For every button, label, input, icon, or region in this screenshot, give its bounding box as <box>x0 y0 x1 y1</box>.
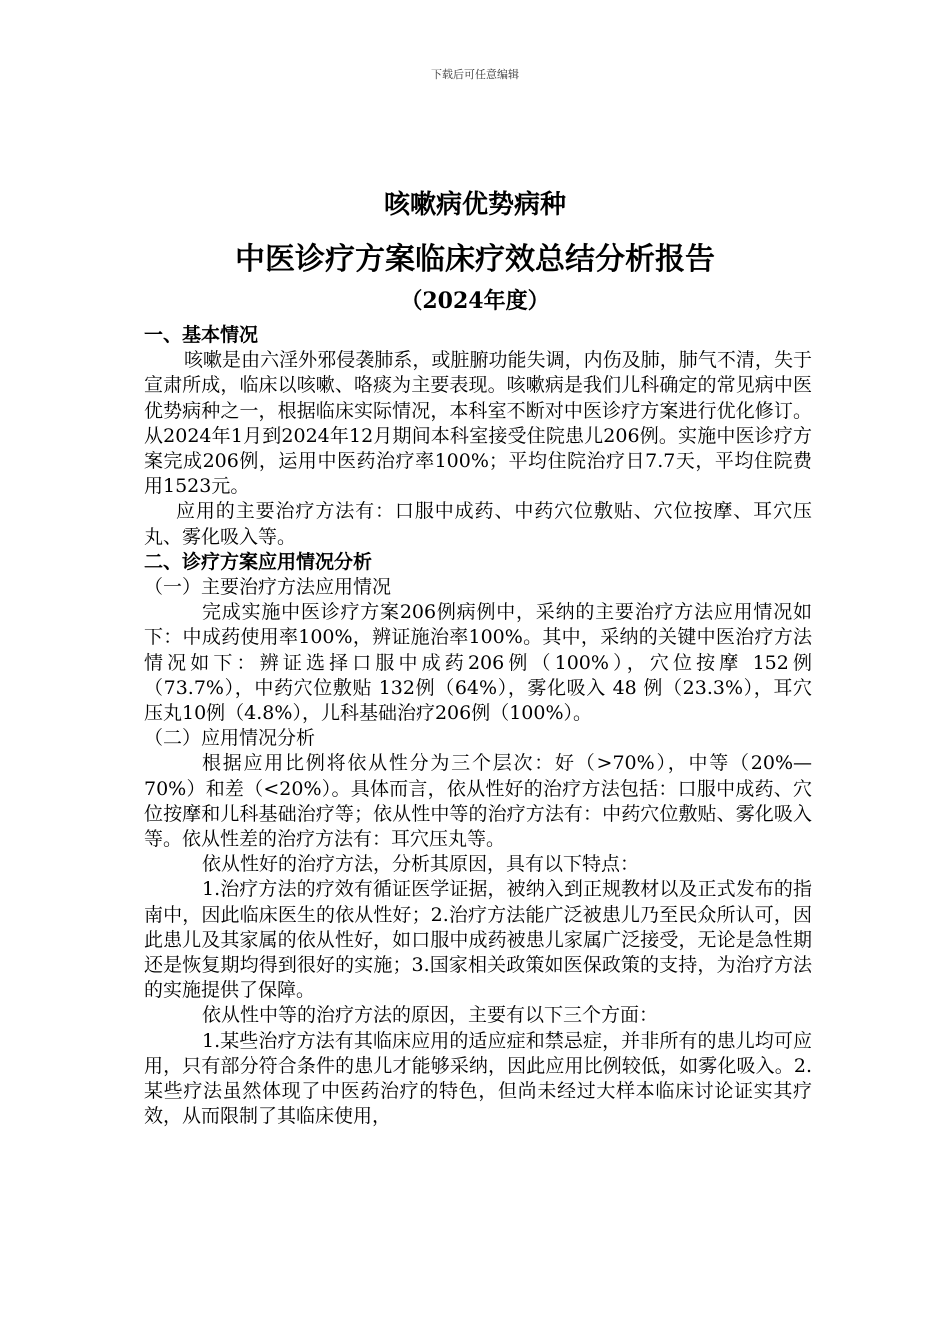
document-body <box>144 323 812 1130</box>
title-line-2: 中医诊疗方案临床疗效总结分析报告 <box>235 242 715 277</box>
section-2-paragraph-6: 1.某些治疗方法有其临床应用的适应症和禁忌症，并非所有的患儿均可应用，只有部分符合条件的患儿才能够采纳，因此应用比例较低，如雾化吸入。2. 某些疗法虽然体现了中医药治疗的特色，但尚未经过大样本临床讨论证实其疗效，从而限制了其临床使用， <box>144 1029 812 1128</box>
title-line-1: 咳嗽病优势病种 <box>383 190 566 220</box>
section-2-heading: 二、诊疗方案应用情况分析 <box>144 550 373 573</box>
section-2-subheading-1: （一）主要治疗方法应用情况 <box>144 576 392 599</box>
section-2-paragraph-1: 完成实施中医诊疗方案206例病例中，采纳的主要治疗方法应用情况如下：中成药使用率100%，辨证施治率100%。其中，采纳的关键中医治疗方法情况如下：辨证选择口服中成药206例（100%），穴位按摩 152例（73.7%），中药穴位敷贴 132例（64%），雾化吸入 48 例（23.3%），耳穴压丸10例（4.8%），儿科基础治疗206例（100%）。 <box>144 601 812 725</box>
section-2-paragraph-3: 依从性好的治疗方法，分析其原因，具有以下特点： <box>202 853 640 876</box>
section-2-paragraph-4: 1.治疗方法的疗效有循证医学证据，被纳入到正规教材以及正式发布的指南中，因此临床医生的依从性好；2.治疗方法能广泛被患儿乃至民众所认可，因此患儿及其家属的依从性好，如口服中成药被患儿家属广泛接受，无论是急性期还是恢复期均得到很好的实施；3.国家相关政策如医保政策的支持，为治疗方法的实施提供了保障。 <box>144 878 812 1002</box>
section-2-paragraph-5: 依从性中等的治疗方法的原因，主要有以下三个方面： <box>202 1004 659 1027</box>
section-1-paragraph-2: 应用的主要治疗方法有：口服中成药、中药穴位敷贴、穴位按摩、耳穴压丸、雾化吸入等。 <box>144 500 812 548</box>
title-year: （2024年度） <box>400 288 550 314</box>
section-1-paragraph-1: 咳嗽是由六淫外邪侵袭肺系，或脏腑功能失调，内伤及肺，肺气不清，失于宣肃所成，临床以咳嗽、咯痰为主要表现。咳嗽病是我们儿科确定的常见病中医优势病种之一，根据临床实际情况，本科室不断对中医诊疗方案进行优化修订。从2024年1月到2024年12月期间本科室接受住院患儿206例。实施中医诊疗方案完成206例，运用中医药治疗率100%；平均住院治疗日7.7天，平均住院费用1523元。 <box>144 349 812 498</box>
section-2-paragraph-2: 根据应用比例将依从性分为三个层次：好（>70%），中等（20%—70%）和差（<20%）。具体而言，依从性好的治疗方法包括：口服中成药、穴位按摩和儿科基础治疗等；依从性中等的治疗方法有：中药穴位敷贴、雾化吸入等。依从性差的治疗方法有：耳穴压丸等。 <box>144 752 812 851</box>
section-1-heading: 一、基本情况 <box>144 324 259 346</box>
header-note: 下载后可任意编辑 <box>431 68 519 81</box>
section-2-subheading-2: （二）应用情况分析 <box>144 727 316 750</box>
